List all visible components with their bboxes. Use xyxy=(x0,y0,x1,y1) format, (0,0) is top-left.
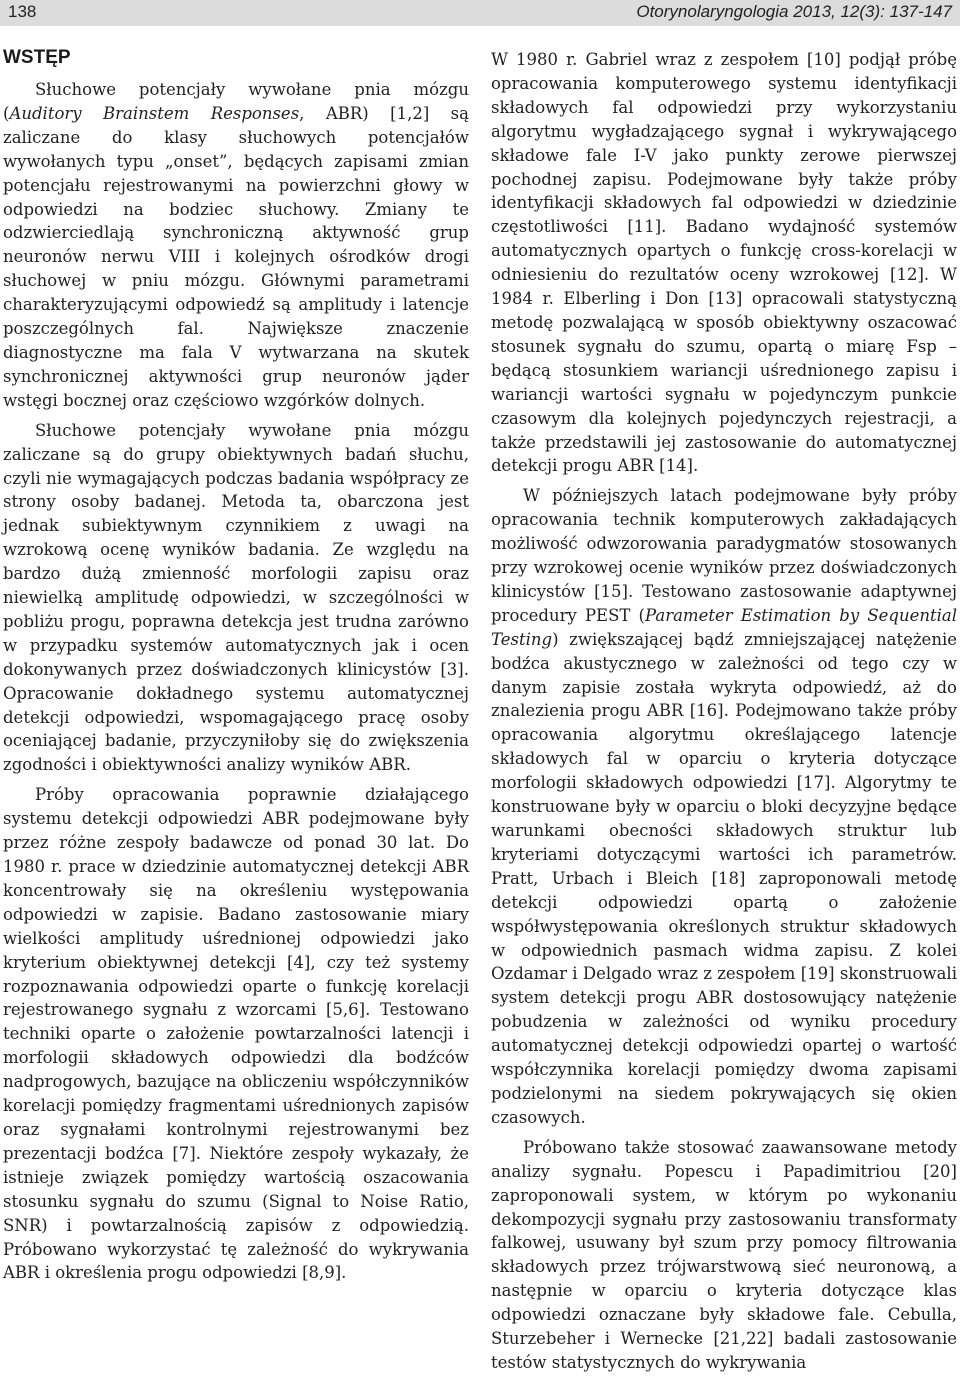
right-column xyxy=(491,48,957,1381)
page-number: 138 xyxy=(8,2,37,21)
italic-term: Auditory Brainstem Responses xyxy=(9,103,300,123)
left-column xyxy=(3,44,469,1291)
italic-term: Parameter Estimation by Sequential Testing xyxy=(491,605,958,649)
paragraph-later-years xyxy=(491,484,957,1129)
paragraph-advanced-methods: Próbowano także stosować zaawansowane metody analizy sygnału. Popescu i Papadimitriou [20] zaproponowali system, w którym po wykonaniu dekompozycji sygnału przy zastosowaniu transformaty falkowej, usuwany był szum przy pomocy filtrowania składowych przez trójwarstwową sieć neuronową, a następnie w oparciu o kryteria dotyczące klas odpowiedzi oznaczane były składowe fale. Cebulla, Sturzebeher i Wernecke [21,22] badali zastosowanie testów statystycznych do wykrywania xyxy=(491,1137,957,1372)
paragraph-text: , ABR) [1,2] są zaliczane do klasy słuchowych potencjałów wywołanych typu „onset”, będących zapisami zmian potencjału rejestrowanymi na powierzchni głowy w odpowiedzi na bodziec słuchowy. Zmiany te odzwierciedlają synchroniczną aktywność grup neuronów nerwu VIII i kolejnych ośrodków drogi słuchowej w pniu mózgu. Głównymi parametrami charakteryzującymi odpowiedź są amplitudy i latencje poszczególnych fal. Największe znaczenie diagnostyczne ma fala V wytwarzana na skutek synchronicznej aktywności grup neuronów jąder wstęgi bocznej oraz częściowo wzgórków dolnych. xyxy=(3,103,469,410)
paragraph-intro xyxy=(3,78,469,413)
running-header xyxy=(0,0,960,26)
paragraph-1980: W 1980 r. Gabriel wraz z zespołem [10] podjął próbę opracowania komputerowego systemu identyfikacji składowych fal odpowiedzi przy wykorzystaniu algorytmu wygładzającego sygnał i wykrywającego składowe fale I-V jako punkty zerowe pierwszej pochodnej zapisu. Podejmowane były także próby identyfikacji składowych fal odpowiedzi w dziedzinie częstotliwości [11]. Badano wydajność systemów automatycznych opartych o funkcję cross-korelacji w odniesieniu do rezultatów oceny wzrokowej [12]. W 1984 r. Elberling i Don [13] opracowali statystyczną metodę pozwalającą w sposób obiektywny oszacować stosunek sygnału do szumu, opartą o miarę Fsp – będącą stosunkiem wariancji uśrednionego zapisu i wariancji wartości sygnału w pojedynczym punkcie czasowym dla kolejnych pojedynczych rejestracji, a także przedstawili jej zastosowanie do automatycznej detekcji progu ABR [14]. xyxy=(491,50,957,476)
section-heading: WSTĘP xyxy=(3,47,71,68)
paragraph-text: ) zwiększającej bądź zmniejszającej natężenie bodźca akustycznego w zależności od tego czy w danym zapisie została wykryta odpowiedź, aż do znalezienia progu ABR [16]. Podejmowano także próby opracowania algorytmu określającego latencje składowych fal w oparciu o kryteria dotyczące morfologii składowych odpowiedzi [17]. Algorytmy te konstruowane były w oparciu o bloki decyzyjne będące warunkami obecności składowych struktur lub kryteriami dotyczącymi wartości ich parametrów. Pratt, Urbach i Bleich [18] zaproponowali metodę detekcji odpowiedzi opartą o założenie współwystępowania określonych struktur składowych w odpowiednich pasmach widma zapisu. Z kolei Ozdamar i Delgado wraz z zespołem [19] skonstruowali system detekcji progu ABR dostosowujący natężenie pobudzenia w zależności od wyniku procedury automatycznej detekcji odpowiedzi opartej o wartość współczynnika korelacji pomiędzy dwoma zapisami podzielonymi na siedem pokrywających się okien czasowych. xyxy=(491,629,957,1127)
paragraph-text: W późniejszych latach podejmowane były próby opracowania technik komputerowych zakładających możliwość odwzorowania paradygmatów stosowanych przy wzrokowej ocenie wyników przez doświadczonych klinicystów [15]. Testowano zastosowanie adaptywnej procedury PEST ( xyxy=(491,486,957,625)
journal-reference: Otorynolaryngologia 2013, 12(3): 137-147 xyxy=(636,2,952,21)
paragraph-history: Próby opracowania poprawnie działającego systemu detekcji odpowiedzi ABR podejmowane były przez różne zespoły badawcze od ponad 30 lat. Do 1980 r. prace w dziedzinie automatycznej detekcji ABR koncentrowały się na określeniu występowania odpowiedzi w zapisie. Badano zastosowanie miary wielkości amplitudy uśrednionej odpowiedzi jako kryterium obiektywnej detekcji [4], czy też systemy rozpoznawania odpowiedzi oparte o funkcję korelacji rejestrowanego sygnału z wzorcami [5,6]. Testowano techniki oparte o założenie powtarzalności latencji i morfologii składowych odpowiedzi dla bodźców nadprogowych, bazujące na obliczeniu współczynników korelacji pomiędzy fragmentami uśrednionych zapisów oraz sygnałami kontrolnymi rejestrowanymi bez prezentacji bodźca [7]. Niektóre zespoły wykazały, że istnieje związek pomiędzy wartością oszacowania stosunku sygnału do szumu (Signal to Noise Ratio, SNR) i powtarzalnością zapisów z odpowiedzią. Próbowano wykorzystać tę zależność do wykrywania ABR i określenia progu odpowiedzi [8,9]. xyxy=(3,785,469,1283)
paragraph-objective-tests: Słuchowe potencjały wywołane pnia mózgu zaliczane są do grupy obiektywnych badań słuchu, czyli nie wymagających podczas badania współpracy ze strony osoby badanej. Metoda ta, obarczona jest jednak subiektywnym czynnikiem z uwagi na wzrokową ocenę wyników badania. Ze względu na bardzo dużą zmienność morfologii zapisu oraz niewielką amplitudę odpowiedzi, w szczególności w pobliżu progu, poprawna detekcja jest trudna zarówno w przypadku systemów automatycznych jak i ocen dokonywanych przez doświadczonych klinicystów [3]. Opracowanie dokładnego systemu automatycznej detekcji odpowiedzi, wspomagającego pracę osoby oceniającej badanie, przyczyniłoby się do zwiększenia zgodności i obiektywności analizy wyników ABR. xyxy=(3,420,469,775)
paragraph-text: Słuchowe potencjały wywołane pnia mózgu ( xyxy=(3,80,469,123)
